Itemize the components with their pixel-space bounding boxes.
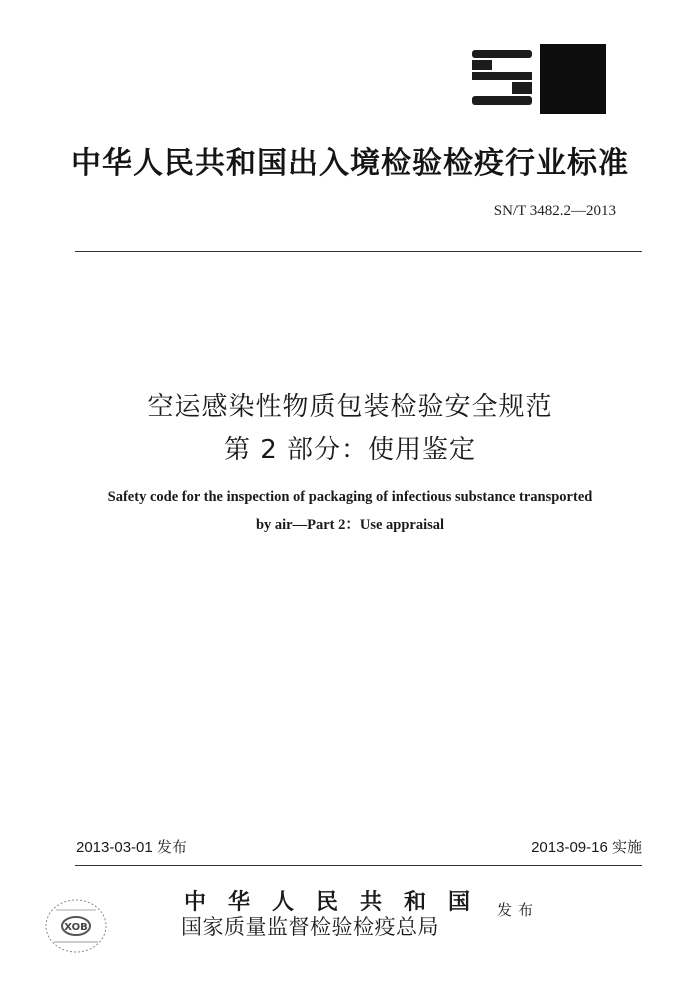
svg-text:XOB: XOB	[64, 922, 88, 933]
english-title-line-1: Safety code for the inspection of packaging of infectious substance transported	[107, 489, 593, 505]
issue-date: 2013-03-01 发布	[76, 839, 187, 856]
english-title-line-2: by air—Part 2：Use appraisal	[255, 517, 445, 533]
publisher-country: 中华人民共和国	[184, 889, 493, 915]
sn-standard-logo	[468, 44, 606, 114]
publisher-issue-label: 发布	[497, 901, 540, 919]
bottom-divider	[75, 865, 642, 866]
standard-code: SN/T 3482.2—2013	[493, 203, 616, 219]
publisher-seal-stamp	[40, 892, 120, 958]
top-divider	[75, 251, 642, 252]
implementation-date: 2013-09-16 实施	[531, 839, 642, 856]
chinese-title-line-1: 空运感染性物质包装检验安全规范	[147, 392, 553, 422]
standard-category-title: 中华人民共和国出入境检验检疫行业标准	[71, 146, 629, 181]
publisher-authority: 国家质量监督检验检疫总局	[181, 915, 439, 939]
chinese-title-line-2: 第 2 部分：使用鉴定	[223, 435, 477, 465]
